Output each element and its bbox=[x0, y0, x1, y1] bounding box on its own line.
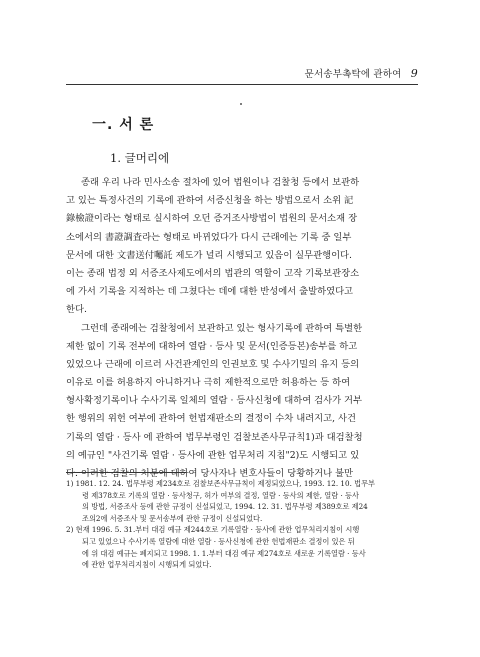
text-line: 이는 종래 법정 외 서증조사제도에서의 법관의 역할이 고작 기록보관장소 bbox=[66, 267, 360, 279]
ink-speck bbox=[240, 103, 242, 105]
footnote-line: 령 제378호로 기록의 열람 · 등사청구, 허가 여부의 결정, 열람 · 등사의 제한, 열람 · 등사 bbox=[82, 490, 359, 500]
footnote-line: 1) 1981. 12. 24. 법무부령 제234호로 검찰보존사무규칙이 제정되었으나, 1993. 12. 10. 법무부 bbox=[66, 479, 375, 488]
page-number: 9 bbox=[410, 67, 418, 80]
text-line: 한 행위의 위헌 여부에 관하여 헌법재판소의 결정이 수차 내려지고, 사건 bbox=[66, 413, 356, 425]
text-line: 종래 우리 나라 민사소송 절차에 있어 법원이나 검찰청 등에서 보관하 bbox=[81, 177, 360, 188]
text-line: 형사확정기록이나 수사기록 일체의 열람 · 등사신청에 대하여 검사가 거부 bbox=[66, 395, 363, 407]
footnote-line: 조의2에 서증조사 및 문서송부에 관한 규정이 신설되었다. bbox=[82, 513, 263, 523]
footnote-2 bbox=[66, 524, 418, 570]
text-line: 에 가서 기록을 지적하는 데 그쳤다는 데에 대한 반성에서 출발하였다고 bbox=[66, 286, 354, 298]
footnote-rule bbox=[66, 472, 186, 473]
subsection-title: 1. 글머리에 bbox=[110, 151, 170, 165]
text-line: 문서에 대한 文書送付囑託 제도가 널리 시행되고 있음이 실무관행이다. bbox=[66, 249, 352, 261]
running-title: 문서송부촉탁에 관하여 bbox=[304, 69, 402, 80]
paragraph bbox=[66, 320, 414, 484]
footnote-line: 되고 있었으나 수사기록 열람에 대한 열람 · 등사신청에 관한 헌법재판소 결정이 있은 뒤 bbox=[82, 536, 355, 546]
text-line: 錄檢證이라는 형태로 실시하여 오던 증거조사방법이 법원의 문서소재 장 bbox=[66, 213, 358, 225]
text-line: 이유로 이를 허용하지 아니하거나 극히 제한적으로만 허용하는 등 하여 bbox=[66, 377, 351, 389]
text-line: 고 있는 특정사건의 기록에 관하여 서증신청을 하는 방법으로서 소위 記 bbox=[66, 195, 354, 207]
text-line: 다. 이러한 검찰의 처분에 대하여 당사자나 변호사들이 당황하거나 불만 bbox=[66, 468, 354, 479]
text-line: 그런데 종래에는 검찰청에서 보관하고 있는 형사기록에 관하여 특별한 bbox=[81, 322, 363, 334]
footnote-line: 에 위 대검 예규는 폐지되고 1998. 1. 1.부터 대검 예규 제274호로 새로운 기록열람 · 등사 bbox=[82, 548, 366, 558]
text-line: 기록의 열람 · 등사 에 관하여 법무부령인 검찰보존사무규칙1)과 대검찰청 bbox=[66, 431, 363, 443]
running-head bbox=[305, 66, 418, 80]
header-rule bbox=[66, 84, 418, 85]
footnote-1 bbox=[66, 478, 418, 524]
footnotes bbox=[66, 478, 418, 571]
footnote-line: 2) 현재 1996. 5. 31.부터 대검 예규 제244호로 기록열람 · 등사에 관한 업무처리지침이 시행 bbox=[66, 525, 360, 535]
section-title: 一. 서 론 bbox=[92, 117, 155, 133]
text-line: 있었으나 근래에 이르러 사건관계인의 인권보호 및 수사기밀의 유지 등의 bbox=[66, 358, 360, 370]
text-line: 제한 없이 기록 전부에 대하여 열람 · 등사 및 문서(인증등본)송부를 하고 bbox=[66, 340, 358, 352]
text-line: 의 예규인 "사건기록 열람 · 등사에 관한 업무처리 지침"2)도 시행되고 있 bbox=[66, 449, 360, 461]
body-text bbox=[66, 174, 414, 483]
footnote-line: 의 방법, 서증조사 등에 관한 규정이 신설되었고, 1994. 12. 31. 법무부령 제389호로 제24 bbox=[82, 502, 368, 512]
footnote-line: 에 관한 업무처리지침이 시행되게 되었다. bbox=[82, 560, 212, 570]
paragraph bbox=[66, 174, 414, 320]
text-line: 소에서의 書證調査라는 형태로 바뀌었다가 다시 근래에는 기록 중 일부 bbox=[66, 231, 352, 243]
text-line: 한다. bbox=[66, 304, 87, 316]
